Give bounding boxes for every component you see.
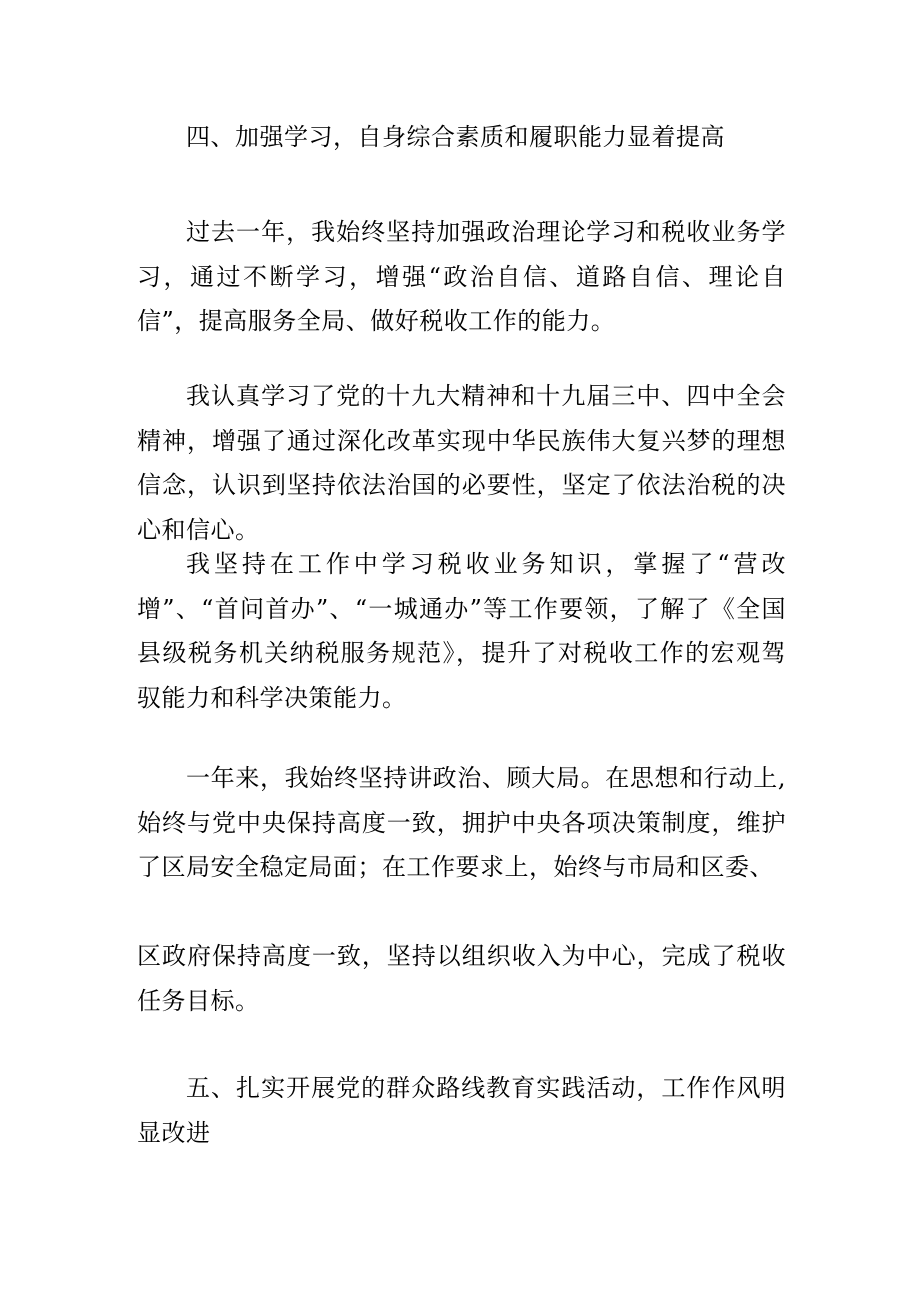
paragraph-politics-first-part: 一年来，我始终坚持讲政治、顾大局。在思想和行动上,始终与党中央保持高度一致，拥护中央各项决策制度，维护了区局安全稳定局面；在工作要求上，始终与市局和区委、 bbox=[137, 764, 786, 881]
section-heading-four: 四、加强学习，自身综合素质和履职能力显着提高 bbox=[186, 123, 725, 151]
section-heading-five: 五、扎实开展党的群众路线教育实践活动，工作作风明显改进 bbox=[137, 1074, 786, 1147]
paragraph-politics-second-part: 区政府保持高度一致，坚持以组织收入为中心，完成了税收任务目标。 bbox=[137, 942, 786, 1015]
paragraph-tax-knowledge: 我坚持在工作中学习税收业务知识，掌握了“营改增”、“首问首办”、“一城通办”等工作要领，了解了《全国县级税务机关纳税服务规范》，提升了对税收工作的宏观驾驭能力和科学决策能力。 bbox=[137, 550, 786, 712]
paragraph-study-overview: 过去一年，我始终坚持加强政治理论学习和税收业务学习，通过不断学习，增强“政治自信、道路自信、理论自信”，提高服务全局、做好税收工作的能力。 bbox=[137, 218, 786, 335]
paragraph-party-spirit-study: 我认真学习了党的十九大精神和十九届三中、四中全会精神，增强了通过深化改革实现中华民族伟大复兴梦的理想信念，认识到坚持依法治国的必要性，坚定了依法治税的决心和信心。 bbox=[137, 382, 786, 544]
